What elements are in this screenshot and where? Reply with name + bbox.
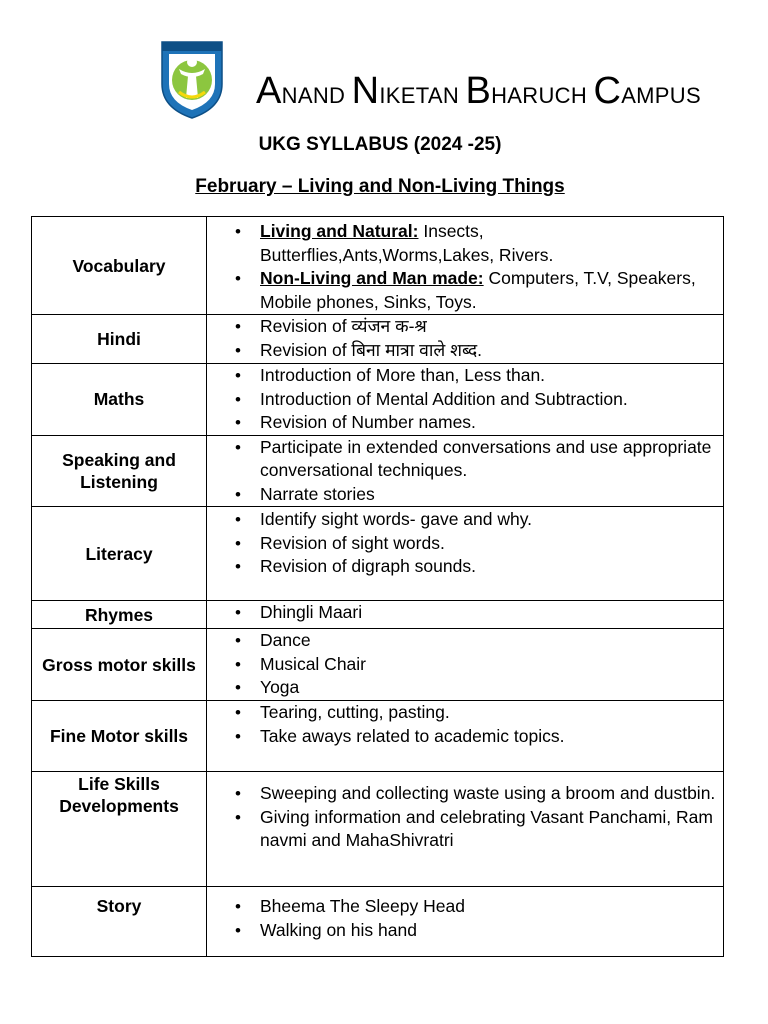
content-cell [207, 315, 724, 364]
table-row [32, 507, 724, 601]
subject-label: Speaking and Listening [62, 449, 176, 492]
syllabus-title: UKG SYLLABUS (2024 -25) [258, 134, 502, 155]
item-text: Yoga [260, 677, 300, 697]
item-text: Computers, T.V, Speakers, Mobile phones, Sinks, Toys. [260, 268, 696, 312]
content-cell [207, 629, 724, 701]
item-text: Walking on his hand [260, 919, 417, 940]
item-text: Revision of व्यंजन क-श्र [260, 316, 427, 336]
item-text: Sweeping and collecting waste using a broom and dustbin. [260, 783, 716, 803]
list-item [207, 339, 723, 363]
list-item [207, 267, 723, 314]
item-text: Tearing, cutting, pasting. [260, 702, 450, 722]
table-row [32, 629, 724, 701]
item-label: Living and Natural: [260, 221, 419, 241]
item-text: Musical Chair [260, 653, 366, 674]
content-cell [207, 435, 724, 507]
subject-label: Literacy [85, 543, 153, 564]
list-item [207, 411, 723, 435]
table-row [32, 772, 724, 887]
list-item [207, 895, 723, 919]
school-word-2: NIKETAN [351, 70, 460, 112]
subject-cell [32, 601, 207, 629]
subject-cell [32, 887, 207, 957]
list-item [207, 919, 723, 943]
school-logo [159, 40, 225, 120]
list-item [207, 701, 723, 725]
list-item [207, 364, 723, 388]
content-cell [207, 772, 724, 887]
item-list [207, 629, 723, 700]
subject-cell [32, 217, 207, 315]
table-row [32, 217, 724, 315]
item-text: Identify sight words- gave and why. [260, 509, 533, 529]
table-row [32, 364, 724, 436]
content-cell [207, 507, 724, 601]
item-text: Introduction of More than, Less than. [260, 365, 546, 385]
list-item [207, 436, 723, 483]
list-item [207, 725, 723, 749]
subject-cell [32, 435, 207, 507]
table-row [32, 435, 724, 507]
item-list [207, 507, 723, 579]
item-list [207, 364, 723, 435]
school-word-3: BHARUCH [465, 70, 588, 112]
content-cell [207, 701, 724, 772]
list-item [207, 782, 723, 806]
item-text: Revision of digraph sounds. [260, 556, 476, 576]
item-text: Take aways related to academic topics. [260, 725, 565, 746]
subject-cell [32, 364, 207, 436]
list-item [207, 676, 723, 700]
subject-cell [32, 315, 207, 364]
table-row [32, 601, 724, 629]
content-cell [207, 217, 724, 315]
subject-cell [32, 772, 207, 887]
subject-label: Fine Motor skills [49, 726, 189, 746]
list-item [207, 629, 723, 653]
list-item [207, 508, 723, 532]
table-row [32, 887, 724, 957]
item-list [207, 217, 723, 314]
item-text: Revision of बिना मात्रा वाले शब्द. [260, 339, 482, 360]
list-item [207, 483, 723, 507]
subject-label: Gross motor skills [42, 654, 196, 675]
subject-cell [32, 629, 207, 701]
item-label: Non-Living and Man made: [260, 268, 484, 288]
list-item [207, 220, 723, 267]
item-list [207, 436, 723, 507]
content-cell [207, 364, 724, 436]
item-list [207, 315, 723, 362]
subject-label: Rhymes [84, 604, 154, 625]
item-text: Insects, Butterflies,Ants,Worms,Lakes, Rivers. [260, 221, 554, 265]
content-cell [207, 887, 724, 957]
subject-cell [32, 507, 207, 601]
item-text: Revision of sight words. [260, 532, 445, 553]
subject-label: Vocabulary [72, 255, 166, 276]
subject-label: Story [96, 896, 142, 916]
item-text: Giving information and celebrating Vasant Panchami, Ram navmi and MahaShivratri [260, 806, 713, 850]
syllabus-table [31, 216, 724, 957]
list-item [207, 806, 723, 853]
item-text: Introduction of Mental Addition and Subtraction. [260, 388, 628, 409]
list-item [207, 555, 723, 579]
subject-label: Maths [93, 389, 145, 410]
item-text: Revision of Number names. [260, 412, 476, 432]
list-item [207, 653, 723, 677]
list-item [207, 315, 723, 339]
month-title: February – Living and Non-Living Things [195, 176, 565, 197]
item-text: Dance [260, 630, 311, 650]
subject-label: Hindi [97, 329, 141, 349]
content-cell [207, 601, 724, 629]
item-list [207, 772, 723, 853]
subject-label: Life Skills Developments [59, 774, 179, 816]
table-row [32, 701, 724, 772]
table-row [32, 315, 724, 364]
list-item [207, 388, 723, 412]
school-word-4: CAMPUS [593, 70, 701, 112]
list-item [207, 601, 723, 625]
item-list [207, 701, 723, 748]
item-list [207, 601, 723, 625]
item-text: Narrate stories [260, 483, 375, 504]
list-item [207, 532, 723, 556]
school-name [256, 70, 701, 113]
item-text: Dhingli Maari [260, 602, 363, 622]
item-text: Bheema The Sleepy Head [260, 896, 465, 916]
item-list [207, 887, 723, 942]
school-word-1: ANAND [256, 70, 346, 112]
item-text: Participate in extended conversations and use appropriate conversational techniques. [260, 436, 712, 480]
subject-cell [32, 701, 207, 772]
